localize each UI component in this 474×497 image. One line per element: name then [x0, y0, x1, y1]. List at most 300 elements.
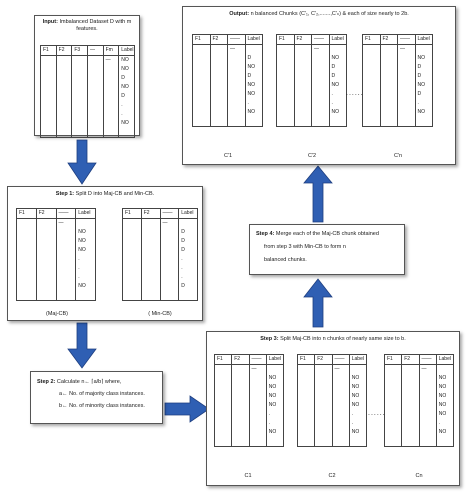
table-row — [385, 419, 454, 428]
step4-line3: balanced chunks. — [264, 257, 307, 263]
step2-content — [37, 379, 162, 410]
table-cell — [193, 45, 211, 55]
table-cell — [36, 255, 56, 264]
table-cell — [312, 54, 330, 63]
table-row — [17, 246, 96, 255]
table-row — [193, 99, 263, 108]
table-cell — [294, 45, 312, 55]
step3-heading: Step 3: — [260, 336, 279, 342]
table-cell — [419, 410, 436, 419]
table-row — [385, 365, 454, 375]
table-cell — [380, 45, 398, 55]
table-cell: NO — [436, 383, 453, 392]
table-row — [298, 374, 367, 383]
table-cell — [277, 63, 295, 72]
table-header-cell: Label — [179, 209, 198, 219]
table-cell — [349, 365, 366, 375]
table-cell — [398, 63, 416, 72]
output-chunk-table — [362, 34, 433, 127]
table-header-cell: — — [87, 46, 103, 56]
table-header-cell: F2 — [315, 355, 332, 365]
table-cell — [228, 54, 246, 63]
table-cell — [141, 282, 160, 291]
table-cell — [228, 90, 246, 99]
table-header-cell: —— — [398, 35, 416, 45]
table-cell — [193, 54, 211, 63]
table-header-cell: Fm — [103, 46, 119, 56]
table-cell: NO — [349, 374, 366, 383]
table-cell — [385, 374, 402, 383]
table-cell — [193, 81, 211, 90]
table-header-cell: —— — [228, 35, 246, 45]
table-header-cell: Label — [76, 209, 96, 219]
table-row — [363, 72, 433, 81]
table-cell — [36, 282, 56, 291]
table-cell — [141, 246, 160, 255]
table-cell: . — [76, 264, 96, 273]
table-row — [363, 108, 433, 117]
table-cell — [56, 101, 72, 110]
table-cell — [56, 56, 72, 66]
table-cell: NO — [266, 374, 283, 383]
table-cell — [72, 92, 88, 101]
table-cell — [315, 383, 332, 392]
output-ellipsis: ...... — [346, 90, 364, 97]
maj-cb-caption: (Maj-CB) — [46, 311, 68, 317]
table-row — [385, 383, 454, 392]
table-cell — [123, 246, 142, 255]
table-cell — [87, 101, 103, 110]
table-cell: . — [266, 419, 283, 428]
table-cell: NO — [245, 63, 263, 72]
table-cell — [402, 365, 419, 375]
step4-heading: Step 4: — [256, 231, 275, 237]
table-cell — [160, 282, 179, 291]
input-text-line1: Imbalanced Dataset D with m — [59, 19, 132, 25]
table-cell: — — [332, 365, 349, 375]
table-row — [298, 401, 367, 410]
table-row — [363, 90, 433, 99]
table-header-cell: —— — [56, 209, 76, 219]
step3-chunk-caption: C2 — [328, 473, 336, 479]
table-cell — [215, 437, 232, 447]
table-header-cell: —— — [160, 209, 179, 219]
table-cell — [179, 291, 198, 301]
table-cell — [160, 264, 179, 273]
step4-line1: Merge each of the Maj-CB chunk obtained — [275, 231, 379, 237]
table-cell — [103, 119, 119, 128]
table-cell — [41, 110, 57, 119]
table-cell — [103, 74, 119, 83]
table-cell — [232, 419, 249, 428]
table-cell — [56, 92, 72, 101]
table-row — [41, 92, 135, 101]
table-cell — [312, 90, 330, 99]
table-cell: — — [312, 45, 330, 55]
table-cell — [249, 428, 266, 437]
table-cell — [56, 65, 72, 74]
table-cell — [249, 392, 266, 401]
table-cell: NO — [436, 428, 453, 437]
table-cell — [141, 237, 160, 246]
table-cell — [160, 228, 179, 237]
table-row — [193, 45, 263, 55]
table-cell — [363, 63, 381, 72]
table-cell — [17, 291, 37, 301]
table-cell — [232, 437, 249, 447]
table-cell — [245, 117, 263, 127]
table-cell — [298, 419, 315, 428]
step3-chunk-caption: C1 — [244, 473, 252, 479]
table-cell — [87, 119, 103, 128]
table-cell: NO — [415, 108, 433, 117]
table-cell — [160, 255, 179, 264]
table-cell — [380, 108, 398, 117]
table-cell — [277, 117, 295, 127]
table-row — [277, 117, 347, 127]
table-cell: D — [245, 54, 263, 63]
table-row — [123, 228, 198, 237]
table-header-cell: F2 — [294, 35, 312, 45]
table-row — [17, 228, 96, 237]
table-header-cell: F1 — [363, 35, 381, 45]
table-row — [41, 110, 135, 119]
table-header-cell: Label — [415, 35, 433, 45]
step3-chunk-table — [214, 354, 284, 447]
table-cell: . — [436, 419, 453, 428]
table-cell — [36, 291, 56, 301]
table-cell: NO — [436, 410, 453, 419]
table-cell — [380, 81, 398, 90]
table-cell — [363, 81, 381, 90]
table-cell — [294, 108, 312, 117]
output-chunk-caption: C'1 — [223, 153, 233, 159]
table-header-cell: F2 — [56, 46, 72, 56]
step1-box — [7, 186, 203, 321]
table-cell — [193, 90, 211, 99]
table-row — [363, 45, 433, 55]
table-cell — [436, 437, 453, 447]
table-cell — [210, 117, 228, 127]
table-cell — [232, 383, 249, 392]
step3-chunk-table — [297, 354, 367, 447]
table-cell — [36, 273, 56, 282]
table-cell: NO — [349, 383, 366, 392]
table-cell — [76, 219, 96, 229]
table-cell — [17, 237, 37, 246]
table-cell — [332, 392, 349, 401]
table-cell — [160, 273, 179, 282]
table-cell — [436, 365, 453, 375]
table-cell: . — [179, 255, 198, 264]
table-cell: NO — [119, 119, 135, 128]
table-cell — [363, 90, 381, 99]
step4-content — [256, 231, 402, 264]
table-row — [363, 117, 433, 127]
table-cell — [232, 374, 249, 383]
table-cell: NO — [119, 83, 135, 92]
table-cell — [210, 54, 228, 63]
table-cell — [315, 401, 332, 410]
table-row — [41, 83, 135, 92]
table-cell — [210, 45, 228, 55]
table-row — [41, 101, 135, 110]
table-cell — [298, 374, 315, 383]
table-cell — [123, 219, 142, 229]
input-box — [34, 15, 140, 136]
table-cell — [312, 99, 330, 108]
table-row — [41, 119, 135, 128]
min-cb-table — [122, 208, 198, 301]
table-cell — [363, 99, 381, 108]
table-cell — [72, 83, 88, 92]
table-cell — [398, 54, 416, 63]
table-cell — [363, 108, 381, 117]
table-cell: . — [179, 264, 198, 273]
table-row — [193, 81, 263, 90]
table-cell — [298, 365, 315, 375]
table-cell: NO — [436, 374, 453, 383]
table-cell — [398, 117, 416, 127]
table-cell — [72, 74, 88, 83]
table-cell — [232, 365, 249, 375]
table-cell — [363, 45, 381, 55]
table-row — [41, 65, 135, 74]
table-cell — [41, 83, 57, 92]
table-cell — [103, 65, 119, 74]
table-cell — [332, 428, 349, 437]
table-cell — [385, 365, 402, 375]
step1-text: Split D into Maj-CB and Min-CB. — [75, 191, 155, 197]
table-header-cell: Label — [245, 35, 263, 45]
table-cell — [332, 374, 349, 383]
table-cell: D — [179, 282, 198, 291]
table-cell — [56, 74, 72, 83]
table-row — [277, 108, 347, 117]
table-row — [123, 291, 198, 301]
table-row — [277, 45, 347, 55]
table-cell: NO — [436, 401, 453, 410]
table-row — [123, 273, 198, 282]
table-cell — [103, 83, 119, 92]
table-cell — [298, 428, 315, 437]
table-cell: — — [56, 219, 76, 229]
table-cell — [141, 264, 160, 273]
table-row — [277, 90, 347, 99]
maj-cb-table — [16, 208, 96, 301]
table-header-cell: F2 — [210, 35, 228, 45]
output-chunk-table — [276, 34, 347, 127]
table-row — [193, 63, 263, 72]
table-row — [123, 237, 198, 246]
table-cell — [141, 219, 160, 229]
table-header-cell: F2 — [36, 209, 56, 219]
table-cell: . — [119, 110, 135, 119]
table-cell — [380, 90, 398, 99]
table-cell — [228, 63, 246, 72]
table-cell — [41, 92, 57, 101]
table-row — [277, 81, 347, 90]
table-cell: NO — [76, 237, 96, 246]
table-cell — [160, 237, 179, 246]
table-cell — [123, 264, 142, 273]
table-cell — [332, 410, 349, 419]
table-cell: . — [266, 410, 283, 419]
arrow-step2-to-step3 — [165, 396, 209, 422]
table-cell — [56, 264, 76, 273]
table-cell — [277, 90, 295, 99]
table-cell: . — [76, 255, 96, 264]
output-chunk-caption: C'n — [393, 153, 403, 159]
table-cell — [402, 410, 419, 419]
output-heading: Output: — [229, 11, 250, 17]
table-cell — [232, 428, 249, 437]
table-header-cell: —— — [312, 35, 330, 45]
table-cell: D — [179, 246, 198, 255]
table-cell — [56, 237, 76, 246]
table-row — [17, 219, 96, 229]
table-cell — [298, 401, 315, 410]
table-cell — [41, 74, 57, 83]
table-header-cell: Label — [349, 355, 366, 365]
table-row — [385, 374, 454, 383]
table-header-cell: Label — [266, 355, 283, 365]
table-cell — [419, 383, 436, 392]
table-cell — [415, 45, 433, 55]
step2-box — [30, 371, 163, 424]
table-cell — [402, 419, 419, 428]
table-cell — [380, 63, 398, 72]
table-cell — [103, 101, 119, 110]
table-cell — [380, 72, 398, 81]
table-cell — [160, 246, 179, 255]
table-cell — [419, 401, 436, 410]
table-cell: D — [119, 74, 135, 83]
table-cell — [210, 72, 228, 81]
table-header-cell: F1 — [193, 35, 211, 45]
table-cell: NO — [76, 228, 96, 237]
table-cell — [232, 410, 249, 419]
table-cell — [402, 437, 419, 447]
table-cell — [193, 72, 211, 81]
output-text: n balanced Chunks (C'₁, C'₂,.......,C'ₙ) & each of size nearly to 2b. — [250, 11, 409, 17]
table-cell — [228, 108, 246, 117]
table-cell: NO — [119, 56, 135, 66]
table-cell — [17, 255, 37, 264]
table-cell — [363, 54, 381, 63]
table-cell: D — [179, 228, 198, 237]
table-row — [17, 273, 96, 282]
table-cell — [385, 419, 402, 428]
table-cell — [56, 119, 72, 128]
table-cell — [193, 99, 211, 108]
table-row — [298, 437, 367, 447]
table-cell — [329, 45, 347, 55]
table-cell — [41, 56, 57, 66]
table-header-cell: F2 — [141, 209, 160, 219]
table-cell: NO — [329, 54, 347, 63]
table-row — [277, 54, 347, 63]
table-cell — [87, 92, 103, 101]
output-caption — [183, 11, 455, 18]
table-header-cell: F1 — [215, 355, 232, 365]
table-cell: D — [119, 92, 135, 101]
step2-line3: b← No. of minority class instances. — [59, 403, 145, 409]
table-header-cell: F2 — [232, 355, 249, 365]
table-cell — [41, 128, 57, 138]
table-cell: NO — [349, 392, 366, 401]
table-header-cell: —— — [332, 355, 349, 365]
table-cell — [312, 81, 330, 90]
table-cell — [385, 428, 402, 437]
table-cell — [294, 72, 312, 81]
table-cell — [87, 65, 103, 74]
table-row — [215, 437, 284, 447]
table-header-cell: Label — [436, 355, 453, 365]
table-row — [123, 255, 198, 264]
table-cell — [215, 392, 232, 401]
table-cell — [123, 237, 142, 246]
table-cell — [56, 228, 76, 237]
table-row — [193, 117, 263, 127]
table-cell: D — [415, 90, 433, 99]
table-cell — [402, 401, 419, 410]
step1-heading: Step 1: — [55, 191, 75, 197]
table-cell — [312, 63, 330, 72]
table-header-cell: F3 — [72, 46, 88, 56]
table-row — [123, 282, 198, 291]
table-cell — [215, 374, 232, 383]
table-row — [298, 419, 367, 428]
output-chunk-table — [192, 34, 263, 127]
table-cell — [380, 54, 398, 63]
step2-heading: Step 2: — [37, 379, 56, 385]
table-cell — [402, 392, 419, 401]
table-header-cell: F1 — [17, 209, 37, 219]
table-cell: . — [179, 273, 198, 282]
table-cell — [87, 128, 103, 138]
table-cell — [266, 437, 283, 447]
table-cell — [103, 128, 119, 138]
table-cell: . — [119, 101, 135, 110]
table-cell — [332, 419, 349, 428]
table-cell — [17, 246, 37, 255]
table-header-cell: —— — [249, 355, 266, 365]
table-cell — [294, 117, 312, 127]
table-cell — [419, 437, 436, 447]
table-cell — [312, 72, 330, 81]
table-row — [123, 219, 198, 229]
step3-box — [206, 331, 460, 486]
table-cell: . — [76, 273, 96, 282]
table-cell — [332, 401, 349, 410]
table-cell — [332, 437, 349, 447]
table-cell — [398, 72, 416, 81]
table-cell — [385, 401, 402, 410]
table-cell — [103, 92, 119, 101]
table-cell — [249, 419, 266, 428]
table-cell: . — [329, 99, 347, 108]
table-cell — [415, 117, 433, 127]
table-cell — [193, 63, 211, 72]
table-cell — [103, 110, 119, 119]
table-cell — [315, 437, 332, 447]
table-header-cell: F1 — [123, 209, 142, 219]
table-cell — [17, 219, 37, 229]
table-cell — [398, 81, 416, 90]
table-cell — [294, 63, 312, 72]
table-cell — [329, 117, 347, 127]
